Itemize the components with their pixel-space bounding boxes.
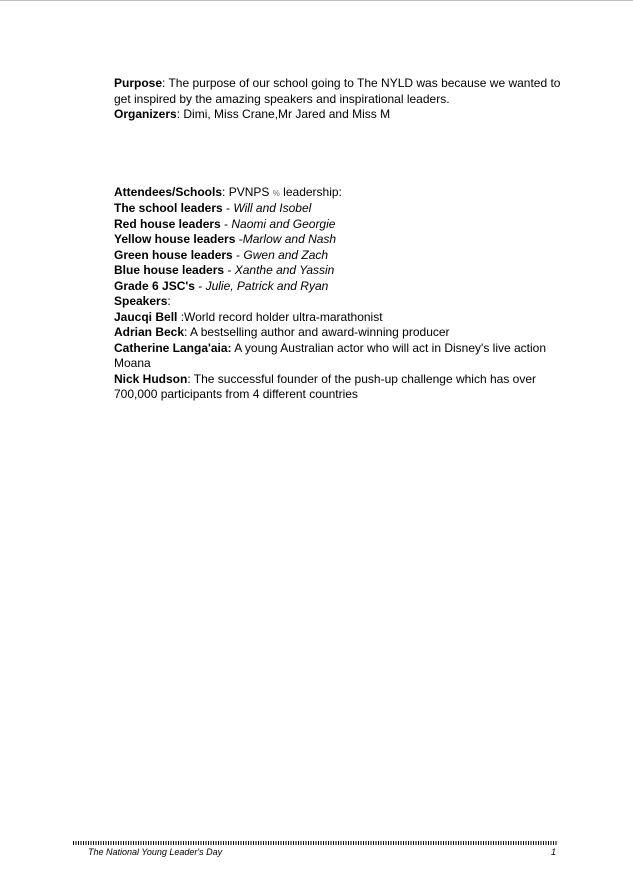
leader-names: Marlow and Nash	[242, 232, 337, 246]
footer-title: The National Young Leader's Day	[88, 847, 223, 857]
leader-line	[114, 263, 564, 279]
page-number: 1	[551, 847, 557, 857]
speaker-name: Jaucqi Bell	[114, 309, 178, 324]
speaker-line	[114, 372, 564, 403]
leader-line	[114, 217, 564, 233]
speaker-description: :World record holder ultra-marathonist	[177, 309, 383, 324]
attendees-paragraph	[114, 185, 564, 202]
document-body	[114, 76, 564, 403]
leader-line	[114, 248, 564, 264]
percent-icon: %	[272, 188, 280, 198]
leader-separator: -	[224, 263, 235, 277]
purpose-label: Purpose	[114, 76, 163, 90]
leader-label: Blue house leaders	[114, 263, 225, 277]
leader-line	[114, 279, 564, 295]
leader-label: Yellow house leaders	[114, 232, 236, 246]
leader-names: Julie, Patrick and Ryan	[205, 278, 329, 293]
purpose-text: : The purpose of our school going to The NYLD was because we wanted to get inspired by the amazing speakers and inspirational leaders.	[114, 76, 561, 106]
speakers-heading	[114, 294, 564, 310]
spacer	[114, 123, 564, 185]
organizers-paragraph	[114, 107, 564, 123]
speaker-name: Adrian Beck	[114, 325, 185, 339]
speaker-name: Catherine Langa'aia:	[114, 340, 232, 355]
speaker-description: : A bestselling author and award-winning producer	[184, 325, 450, 339]
leader-label: The school leaders	[114, 201, 223, 215]
speaker-line	[114, 341, 564, 372]
attendees-text: : PVNPS	[222, 184, 273, 199]
footer-divider	[73, 841, 557, 845]
leader-separator: -	[235, 232, 243, 246]
purpose-paragraph	[114, 76, 564, 107]
leader-separator: -	[220, 216, 232, 231]
attendees-label: Attendees/Schools	[114, 184, 223, 199]
organizers-label: Organizers	[114, 107, 177, 121]
leader-line	[114, 232, 564, 248]
leader-label: Grade 6 JSC's	[114, 278, 195, 293]
leader-names: Xanthe and Yassin	[234, 263, 335, 277]
leader-line	[114, 201, 564, 217]
speakers-label: Speakers	[114, 294, 168, 308]
organizers-text: : Dimi, Miss Crane,Mr Jared and Miss M	[176, 107, 391, 121]
leader-names: Gwen and Zach	[243, 247, 329, 262]
leader-separator: -	[194, 278, 206, 293]
speaker-line	[114, 310, 564, 326]
speakers-colon: :	[167, 294, 171, 308]
leader-label: Green house leaders	[114, 247, 233, 262]
leader-names: Will and Isobel	[233, 201, 312, 215]
leader-label: Red house leaders	[114, 216, 221, 231]
page-top-border	[0, 0, 633, 1]
speaker-description: A young Australian actor who will act in Disney's live action Moana	[114, 340, 547, 370]
speaker-description: : The successful founder of the push-up challenge which has over 700,000 participants from 4 different countries	[114, 371, 536, 401]
attendees-suffix: leadership:	[279, 184, 342, 199]
speaker-name: Nick Hudson	[114, 371, 188, 386]
speaker-line	[114, 325, 564, 341]
leader-separator: -	[222, 201, 234, 215]
leader-names: Naomi and Georgie	[231, 216, 336, 231]
leader-separator: -	[232, 247, 244, 262]
